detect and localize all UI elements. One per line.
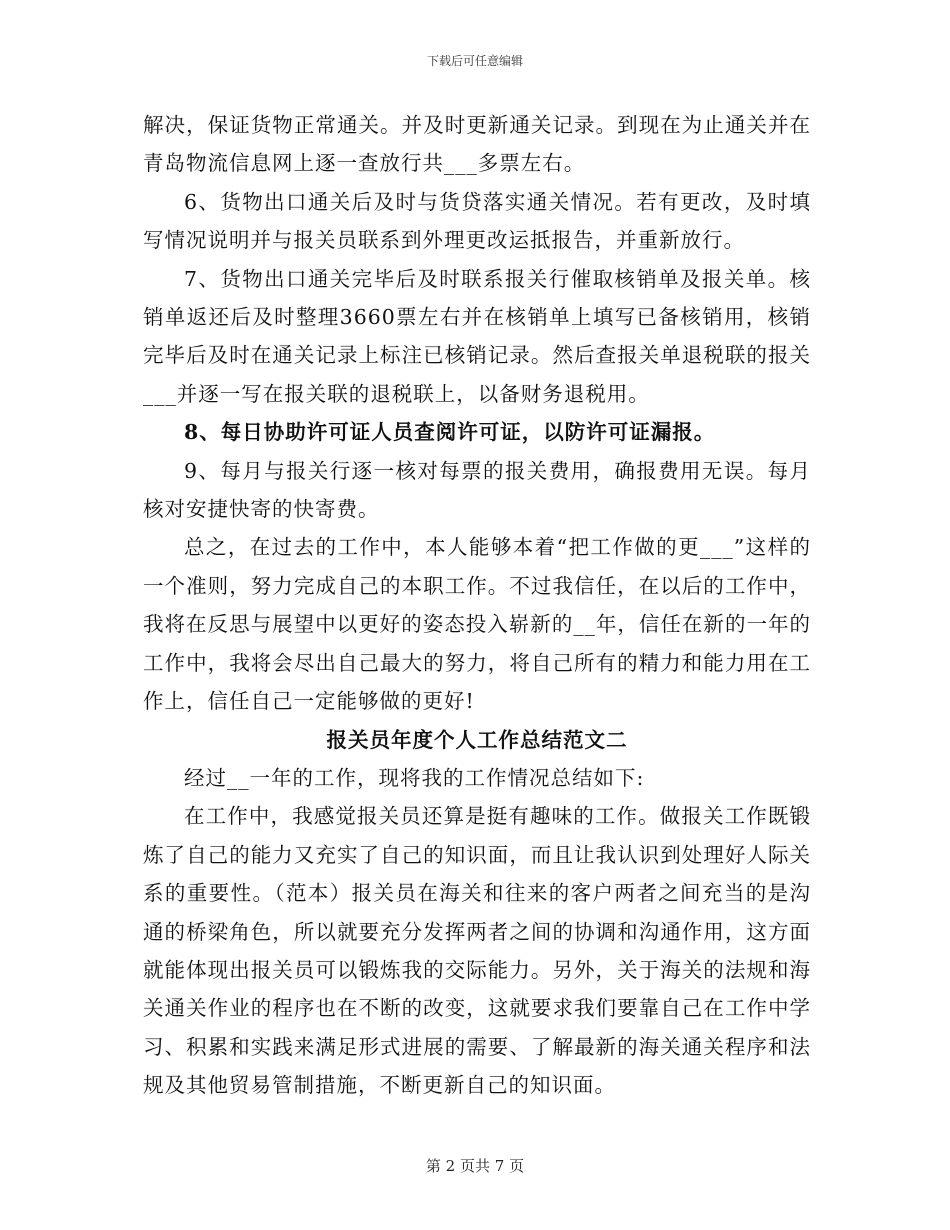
paragraph-item-6: 6、货物出口通关后及时与货贷落实通关情况。若有更改，及时填写情况说明并与报关员联系到外理更改运抵报告，并重新放行。 <box>143 189 811 253</box>
paragraph-intro: 经过__一年的工作，现将我的工作情况总结如下: <box>184 765 645 790</box>
document-body <box>143 106 811 1105</box>
paragraph-continuation: 解决，保证货物正常通关。并及时更新通关记录。到现在为止通关并在青岛物流信息网上逐一查放行共___多票左右。 <box>143 113 811 176</box>
paragraph-item-7: 7、货物出口通关完毕后及时联系报关行催取核销单及报关单。核销单返还后及时整理3660票左右并在核销单上填写已备核销用，核销完毕后及时在通关记录上标注已核销记录。然后查报关单退税联的报关___并逐一写在报关联的退税联上，以备财务退税用。 <box>143 266 811 406</box>
page-header-note: 下载后可任意编辑 <box>426 54 523 68</box>
paragraph-summary: 总之，在过去的工作中，本人能够本着“把工作做的更___”这样的一个准则，努力完成自己的本职工作。不过我信任，在以后的工作中，我将在反思与展望中以更好的姿态投入崭新的__年，信任在新的一年的工作中，我将会尽出自己最大的努力，将自己所有的精力和能力用在工作上，信任自己一定能够做的更好! <box>143 535 811 714</box>
page-number: 第 2 页共 7 页 <box>425 1157 525 1175</box>
paragraph-item-8: 8、每日协助许可证人员查阅许可证，以防许可证漏报。 <box>184 420 716 445</box>
paragraph-work-experience: 在工作中，我感觉报关员还算是挺有趣味的工作。做报关工作既锻炼了自己的能力又充实了自己的知识面，而且让我认识到处理好人际关系的重要性。（范本）报关员在海关和往来的客户两者之间充当的是沟通的桥梁角色，所以就要充分发挥两者之间的协调和沟通作用，这方面就能体现出报关员可以锻炼我的交际能力。另外，关于海关的法规和海关通关作业的程序也在不断的改变，这就要求我们要靠自己在工作中学习、积累和实践来满足形式进展的需要、了解最新的海关通关程序和法规及其他贸易管制措施，不断更新自己的知识面。 <box>143 804 811 1098</box>
paragraph-item-9: 9、每月与报关行逐一核对每票的报关费用，确报费用无误。每月核对安捷快寄的快寄费。 <box>143 458 811 522</box>
section-heading: 报关员年度个人工作总结范文二 <box>326 727 628 752</box>
